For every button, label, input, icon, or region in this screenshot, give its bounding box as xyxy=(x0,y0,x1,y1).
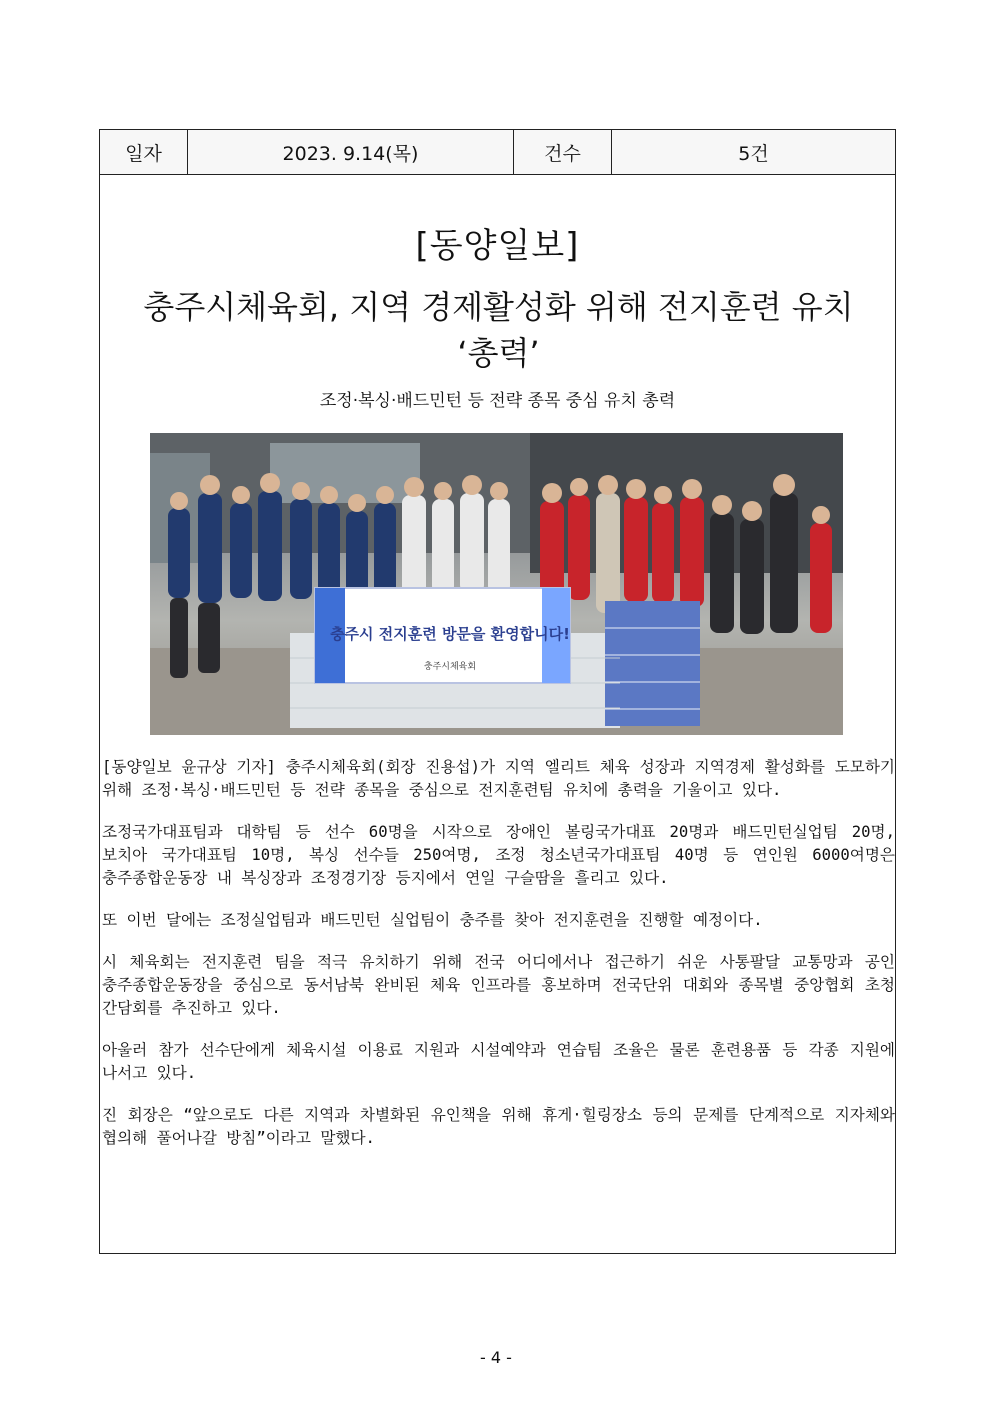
article-paragraph: 시 체육회는 전지훈련 팀을 적극 유치하기 위해 전국 어디에서나 접근하기 쉬운 사통팔달 교통망과 공인 충주종합운동장을 중심으로 동서남북 완비된 체육 인프라를 홍보하며 전국단위 대회와 종목별 중앙협회 초청 간담회를 추진하고 있다. xyxy=(102,953,895,1017)
count-label: 건수 xyxy=(514,130,612,174)
clipping-frame xyxy=(99,129,896,1254)
info-header-row xyxy=(100,130,895,175)
article-paragraph: 또 이번 달에는 조정실업팀과 배드민턴 실업팀이 충주를 찾아 전지훈련을 진행할 예정이다. xyxy=(102,911,763,929)
page-number: - 4 - xyxy=(480,1348,512,1367)
date-label: 일자 xyxy=(100,130,188,174)
article-subtitle: 조정·복싱·배드민턴 등 전략 종목 중심 유치 총력 xyxy=(319,391,676,411)
count-value: 5건 xyxy=(738,142,769,165)
article-paragraph: 진 회장은 “앞으로도 다른 지역과 차별화된 유인책을 위해 휴게·힐링장소 등의 문제를 단계적으로 지자체와 협의해 풀어나갈 방침”이라고 말했다. xyxy=(102,1106,895,1147)
article-body xyxy=(102,756,895,1169)
article-paragraph: 조정국가대표팀과 대학팀 등 선수 60명을 시작으로 장애인 볼링국가대표 20명과 배드민턴실업팀 20명, 보치아 국가대표팀 10명, 복싱 선수들 250여명, 조정 청소년국가대표팀 40명 등 연인원 6000여명은 충주종합운동장 내 복싱장과 조정경기장 등지에서 연일 구슬땀을 흘리고 있다. xyxy=(102,823,895,887)
date-value: 2023. 9.14(목) xyxy=(188,130,514,174)
article-paragraph: 아울러 참가 선수단에게 체육시설 이용료 지원과 시설예약과 연습팀 조율은 물론 훈련용품 등 각종 지원에 나서고 있다. xyxy=(102,1041,895,1082)
article-headline: 충주시체육회, 지역 경제활성화 위해 전지훈련 유치 ‘총력’ xyxy=(143,288,854,372)
banner-org-text: 충주시체육회 xyxy=(423,662,477,672)
group-photo xyxy=(150,433,843,735)
article-paragraph: [동양일보 윤규상 기자] 충주시체육회(회장 진용섭)가 지역 엘리트 체육 성장과 지역경제 활성화를 도모하기 위해 조정·복싱·배드민턴 등 전략 종목을 중심으로 전지훈련팀 유치에 총력을 기울이고 있다. xyxy=(102,758,895,799)
news-source: [동양일보] xyxy=(415,226,580,266)
banner-text: 충주시 전지훈련 방문을 환영합니다! xyxy=(330,625,570,643)
